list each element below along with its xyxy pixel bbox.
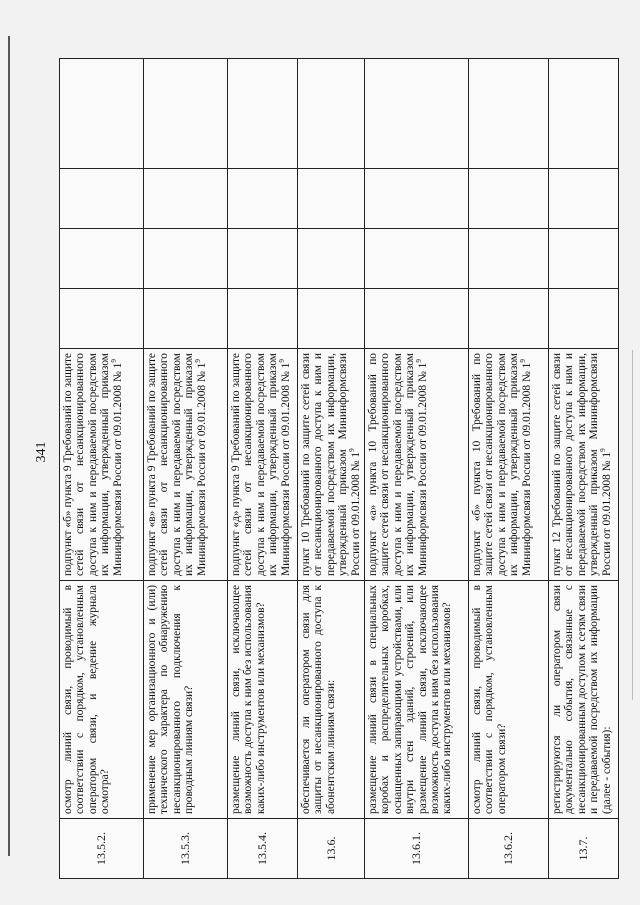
requirement-question: применение мер организационного и (или) технического характера по обнаружению несанкционированного подключения к проводным линиям связи? — [144, 581, 228, 819]
answer-cell — [60, 169, 144, 229]
requirement-question: размещение линий связи в специальных коробах и распределительных коробках, оснащенных запирающими устройствами, или внутри стен зданий, строений, или размещение линий связи, исключающее возможность доступа к ним без использования каких-либо инструментов или механизмов? — [365, 581, 469, 819]
legal-reference — [298, 349, 365, 581]
answer-cell — [365, 289, 469, 349]
answer-cell — [228, 229, 298, 289]
table-row — [549, 59, 619, 879]
table-row — [298, 59, 365, 879]
answer-cell — [469, 229, 549, 289]
answer-cell — [469, 59, 549, 169]
table-row — [60, 59, 144, 879]
footnote-marker: 9 — [277, 359, 286, 363]
answer-cell — [365, 169, 469, 229]
footnote-marker: 9 — [414, 359, 423, 363]
table-row — [469, 59, 549, 879]
legal-reference — [549, 349, 619, 581]
answer-cell — [469, 289, 549, 349]
legal-reference — [228, 349, 298, 581]
legal-reference — [469, 349, 549, 581]
requirement-question: обеспечивается ли оператором связи для защиты от несанкционированного доступа к абонентским линиям связи: — [298, 581, 365, 819]
legal-reference — [144, 349, 228, 581]
page-number: 341 — [34, 441, 49, 463]
answer-cell — [60, 59, 144, 169]
footnote-marker: 9 — [518, 359, 527, 363]
requirement-question: осмотр линий связи, проводимый в соответствии с порядком, установленным оператором связи, и ведение журнала осмотра? — [60, 581, 144, 819]
requirement-question: регистрируются ли оператором связи документально события, связанные с несанкционированным доступом к сетям связи и передаваемой посредством их информации (далее - события): — [549, 581, 619, 819]
footnote-marker: 9 — [193, 359, 202, 363]
reference-text: подпункт «б» пункта 10 Требований по защите сетей связи от несанкционированного доступа к ним и передаваемой посредством их информации, утвержденный приказом Мининформсвязи России от 09.01.2008 № 1 — [471, 353, 533, 576]
reference-text: подпункт «б» пункта 9 Требований по защите сетей связи от несанкционированного доступа к ним и передаваемой посредством их информации, утвержденный приказом Мининформсвязи России от 09.01.2008 № 1 — [62, 353, 124, 576]
answer-cell — [469, 169, 549, 229]
answer-cell — [298, 289, 365, 349]
row-number: 13.7. — [549, 819, 619, 879]
answer-cell — [228, 289, 298, 349]
footnote-marker: 9 — [109, 359, 118, 363]
reference-text: подпункт «а» пункта 10 Требований по защите сетей связи от несанкционированного доступа к ним и передаваемой посредством их информации, утвержденный приказом Мининформсвязи России от 09.01.2008 № 1 — [367, 353, 429, 576]
table-row — [228, 59, 298, 879]
footnote-marker: 9 — [347, 448, 356, 452]
row-number: 13.6.1. — [365, 819, 469, 879]
answer-cell — [60, 229, 144, 289]
answer-cell — [549, 169, 619, 229]
requirement-question: размещение линий связи, исключающее возможность доступа к ним без использования каких-либо инструментов или механизмов? — [228, 581, 298, 819]
row-number: 13.6.2. — [469, 819, 549, 879]
table-body — [60, 59, 619, 879]
reference-text: подпункт «в» пункта 9 Требований по защите сетей связи от несанкционированного доступа к ним и передаваемой посредством их информации, утвержденный приказом Мининформсвязи России от 09.01.2008 № 1 — [146, 353, 208, 576]
answer-cell — [549, 229, 619, 289]
requirement-question: осмотр линий связи, проводимый в соответствии с порядком, установленным оператором связи? — [469, 581, 549, 819]
legal-reference — [365, 349, 469, 581]
answer-cell — [549, 289, 619, 349]
answer-cell — [549, 59, 619, 169]
row-number: 13.5.4. — [228, 819, 298, 879]
answer-cell — [298, 229, 365, 289]
reference-text: пункт 12 Требований по защите сетей связи от несанкционированного доступа к ним и передаваемой посредством их информации, утвержденный приказом Мининформсвязи России от 09.01.2008 № 1 — [551, 353, 613, 576]
answer-cell — [298, 59, 365, 169]
scan-edge-right — [632, 350, 634, 700]
reference-text: пункт 10 Требований по защите сетей связи от несанкционированного доступа к ним и передаваемой посредством их информации, утвержденный приказом Мининформсвязи России от 09.01.2008 № 1 — [300, 353, 362, 576]
answer-cell — [144, 169, 228, 229]
rotated-page-content — [59, 59, 613, 879]
table-row — [365, 59, 469, 879]
answer-cell — [365, 229, 469, 289]
legal-reference — [60, 349, 144, 581]
answer-cell — [144, 289, 228, 349]
row-number: 13.5.3. — [144, 819, 228, 879]
answer-cell — [60, 289, 144, 349]
row-number: 13.6. — [298, 819, 365, 879]
footnote-marker: 9 — [598, 448, 607, 452]
answer-cell — [228, 59, 298, 169]
answer-cell — [298, 169, 365, 229]
answer-cell — [228, 169, 298, 229]
requirements-table — [59, 58, 619, 879]
table-row — [144, 59, 228, 879]
answer-cell — [144, 59, 228, 169]
reference-text: подпункт «д» пункта 9 Требований по защите сетей связи от несанкционированного доступа к ним и передаваемой посредством их информации, утвержденный приказом Мининформсвязи России от 09.01.2008 № 1 — [230, 353, 292, 576]
answer-cell — [365, 59, 469, 169]
answer-cell — [144, 229, 228, 289]
row-number: 13.5.2. — [60, 819, 144, 879]
scan-edge-left — [8, 36, 14, 856]
